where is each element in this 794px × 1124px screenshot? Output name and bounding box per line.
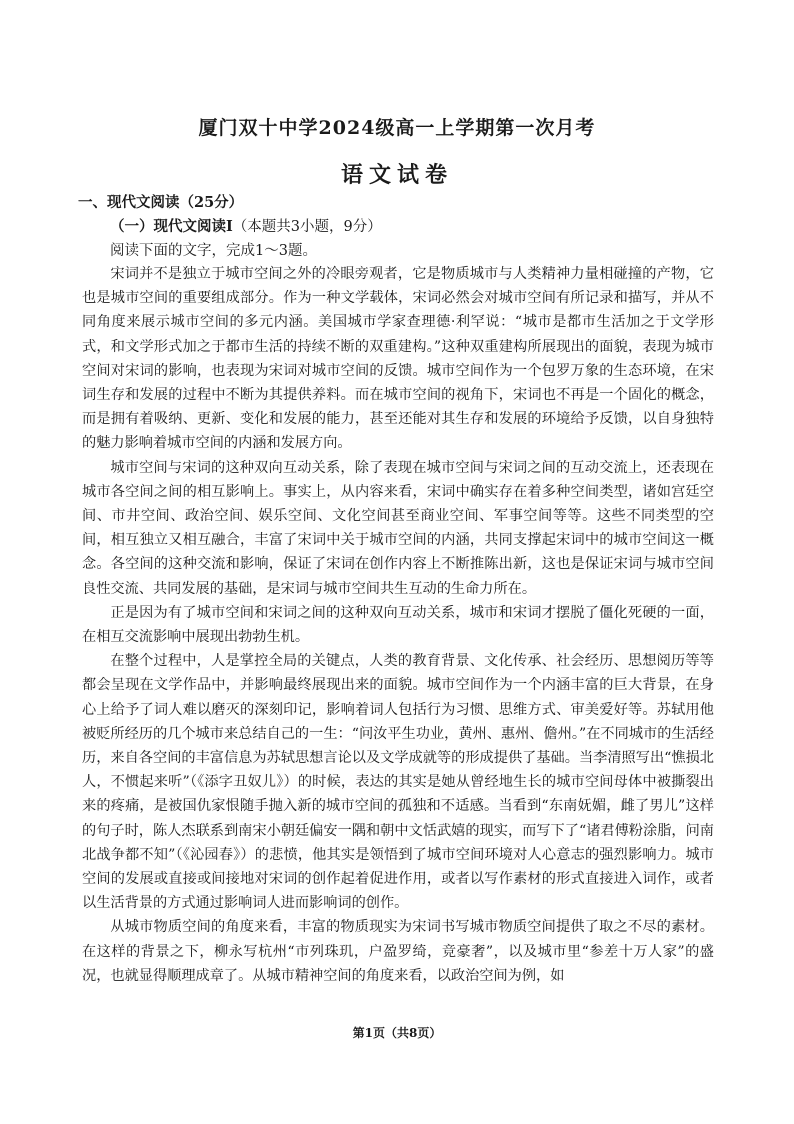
- exam-subtitle: 语文试卷: [340, 162, 453, 188]
- sub-heading-note: （本题共3小题，9分）: [232, 219, 382, 235]
- sub-heading-label: （一）现代文阅读Ⅰ: [110, 218, 233, 235]
- reading-passage: [82, 262, 714, 988]
- passage-paragraph: 从城市物质空间的角度来看，丰富的物质现实为宋词书写城市物质空间提供了取之不尽的素材。在这样的背景之下，柳永写杭州“市列珠玑，户盈罗绮，竞豪奢”，以及城市里“参差十万人家”的盛况，也就显得顺理成章了。从城市精神空间的角度来看，以政治空间为例，如: [82, 919, 714, 984]
- passage-paragraph: 在整个过程中，人是掌控全局的关键点，人类的教育背景、文化传承、社会经历、思想阅历等等都会呈现在文学作品中，并影响最终展现出来的面貌。城市空间作为一个内涵丰富的巨大背景，在身心上给予了词人难以磨灭的深刻印记，影响着词人包括行为习惯、思维方式、审美爱好等。苏轼用他被贬所经历的几个城市来总结自己的一生：“问汝平生功业，黄州、惠州、儋州。”在不同城市的生活经历，来自各空间的丰富信息为苏轼思想言论以及文学成就等的形成提供了基础。当李清照写出“憔损北人，不惯起来听”（《添字丑奴儿》）的时候，表达的其实是她从曾经地生长的城市空间母体中被撕裂出来的疼痛，是被国仇家恨随手抛入新的城市空间的孤独和不适感。当看到“东南妩媚，雌了男儿”这样的句子时，陈人杰联系到南宋小朝廷偏安一隅和朝中文恬武嬉的现实，而写下了“诸君傅粉涂脂，问南北战争都不知”（《沁园春》）的悲愤，他其实是领悟到了城市空间环境对人心意志的强烈影响力。城市空间的发展或直接或间接地对宋词的创作起着促进作用，或者以写作素材的形式直接进入词作，或者以生活背景的方式通过影响词人进而影响词的创作。: [82, 653, 714, 912]
- exam-title: 厦门双十中学2024级高一上学期第一次月考: [198, 117, 596, 139]
- passage-paragraph: 宋词并不是独立于城市空间之外的冷眼旁观者，它是物质城市与人类精神力量相碰撞的产物，它也是城市空间的重要组成部分。作为一种文学载体，宋词必然会对城市空间有所记录和描写，并从不同角度来展示城市空间的多元内涵。美国城市学家查理德·利罕说：“城市是都市生活加之于文学形式，和文学形式加之于都市生活的持续不断的双重建构。”这种双重建构所展现出的面貌，表现为城市空间对宋词的影响，也表现为宋词对城市空间的反馈。城市空间作为一个包罗万象的生态环境，在宋词生存和发展的过程中不断为其提供养料。而在城市空间的视角下，宋词也不再是一个固化的概念，而是拥有着吸纳、更新、变化和发展的能力，甚至还能对其生存和发展的环境给予反馈，以自身独特的魅力影响着城市空间的内涵和发展方向。: [82, 266, 714, 452]
- passage-paragraph: 正是因为有了城市空间和宋词之间的这种双向互动关系，城市和宋词才摆脱了僵化死硬的一面，在相互交流影响中展现出勃勃生机。: [82, 604, 714, 646]
- passage-paragraph: 城市空间与宋词的这种双向互动关系，除了表现在城市空间与宋词之间的互动交流上，还表现在城市各空间之间的相互影响上。事实上，从内容来看，宋词中确实存在着多种空间类型，诸如宫廷空间、市井空间、政治空间、娱乐空间、文化空间甚至商业空间、军事空间等等。这些不同类型的空间，相互独立又相互融合，丰富了宋词中关于城市空间的内涵，共同支撑起宋词中的城市空间这一概念。各空间的这种交流和影响，保证了宋词在创作内容上不断推陈出新，这也是保证宋词与城市空间良性交流、共同发展的基础，是宋词与城市空间共生互动的生命力所在。: [82, 459, 714, 597]
- section-heading: 一、现代文阅读（25分）: [78, 194, 244, 211]
- sub-heading: [110, 215, 382, 236]
- reading-instruction: 阅读下面的文字，完成1～3题。: [110, 243, 317, 259]
- page-footer: 第1页（共8页）: [352, 1026, 442, 1040]
